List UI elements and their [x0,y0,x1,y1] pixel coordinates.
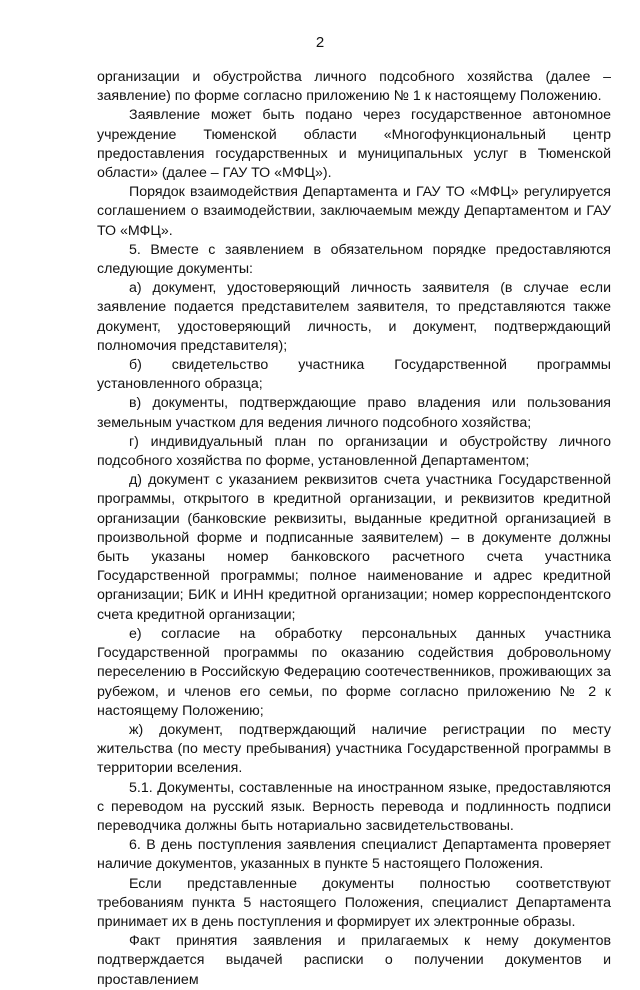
paragraph: г) индивидуальный план по организации и обустройству личного подсобного хозяйства по форме, установленной Департаментом; [97,433,611,470]
paragraph: а) документ, удостоверяющий личность заявителя (в случае если заявление подается представителем заявителя, то представляются также документ, удостоверяющий личность, и документ, подтверждающий полномочия представителя); [97,280,611,354]
paragraph: в) документы, подтверждающие право владения или пользования земельным участком для ведения личного подсобного хозяйства; [97,395,611,431]
paragraph: 5. Вместе с заявлением в обязательном порядке предоставляются следующие документы: [97,241,611,278]
document-body [97,68,611,990]
paragraph: 6. В день поступления заявления специалист Департамента проверяет наличие документов, указанных в пункте 5 настоящего Положения. [97,837,611,873]
paragraph: д) документ с указанием реквизитов счета участника Государственной программы, открытого в кредитной организации, и реквизитов кредитной организации (банковские реквизиты, выданные кредитной организацией в произвольной форме и подписанные заявителем) – в документе должны быть указаны номер банковского расчетного счета участника Государственной программы; полное наименование и адрес кредитной организации; БИК и ИНН кредитной организации; номер корреспондентского счета кредитной организации; [97,472,611,623]
page-number: 2 [315,34,325,51]
paragraph: 5.1. Документы, составленные на иностранном языке, предоставляются с переводом на русский язык. Верность перевода и подлинность подписи переводчика должны быть нотариально засвидетельствованы. [97,779,611,834]
paragraph: Факт принятия заявления и прилагаемых к нему документов подтверждается выдачей расписки о получении документов и проставлением [97,933,611,988]
paragraph: б) свидетельство участника Государственной программы установленного образца; [97,357,611,393]
paragraph: е) согласие на обработку персональных данных участника Государственной программы по оказанию содействия добровольному переселению в Российскую Федерацию соотечественников, проживающих за рубежом, и членов его семьи, по форме согласно приложению № 2 к настоящему Положению; [97,625,611,719]
paragraph: Если представленные документы полностью соответствуют требованиям пункта 5 настоящего Положения, специалист Департамента принимает их в день поступления и формирует их электронные образы. [97,875,611,930]
paragraph: Порядок взаимодействия Департамента и ГАУ ТО «МФЦ» регулируется соглашением о взаимодействии, заключаемым между Департаментом и ГАУ ТО «МФЦ». [97,184,611,239]
paragraph: Заявление может быть подано через государственное автономное учреждение Тюменской области «Многофункциональный центр предоставления государственных и муниципальных услуг в Тюменской области» (далее – ГАУ ТО «МФЦ»). [97,107,611,182]
paragraph: ж) документ, подтверждающий наличие регистрации по месту жительства (по месту пребывания) участника Государственной программы в территории вселения. [97,721,611,777]
paragraph: организации и обустройства личного подсобного хозяйства (далее – заявление) по форме согласно приложению № 1 к настоящему Положению. [97,69,611,105]
